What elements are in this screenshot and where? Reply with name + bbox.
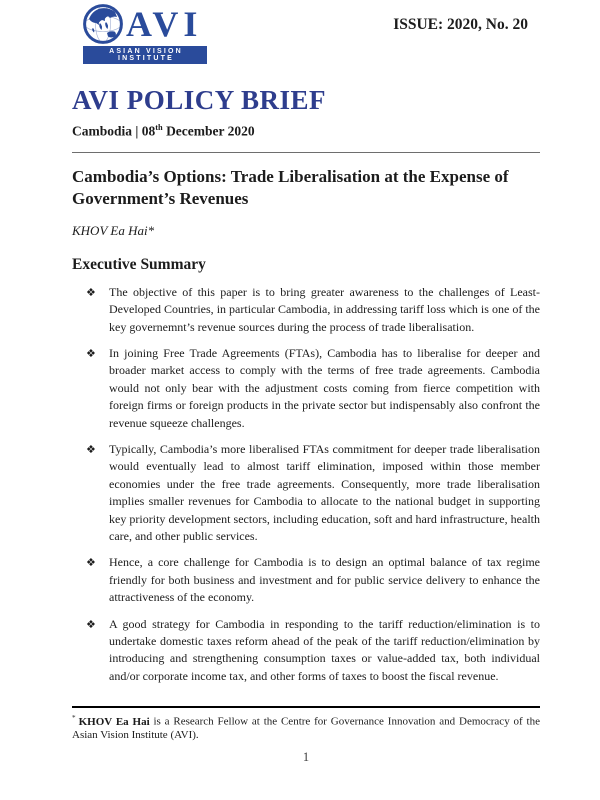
article-body — [72, 166, 540, 685]
footnote — [72, 712, 540, 743]
globe-icon — [83, 4, 123, 44]
footnote-text: is a Research Fellow at the Centre for Governance Innovation and Democracy of the Asian Vision Institute (AVI). — [72, 715, 540, 742]
diamond-bullet-icon: ❖ — [86, 617, 96, 631]
diamond-bullet-icon: ❖ — [86, 556, 96, 570]
avi-logo — [83, 4, 207, 64]
dateline-ordinal: th — [155, 122, 163, 132]
list-item — [86, 554, 540, 606]
logo-row — [83, 4, 207, 44]
document-header — [0, 0, 600, 64]
list-item — [86, 616, 540, 686]
bullet-text: Typically, Cambodia’s more liberalised FTAs commitment for deeper trade liberalisation would eventually lead to almost tariff elimination, imposed within those member economies under the free trade agreements. Consequently, more trade liberalisation implies smaller revenues for Cambodia to allocate to the national budget in supporting key priority development sectors, including education, soft and hard infrastructure, health care, and other public services. — [109, 441, 540, 543]
footnote-author: KHOV Ea Hai — [78, 715, 150, 728]
list-item — [86, 345, 540, 432]
dateline — [72, 123, 540, 140]
executive-summary-list — [72, 284, 540, 686]
bullet-text: In joining Free Trade Agreements (FTAs), Cambodia has to liberalise for deeper and broader market access to comply with the terms of free trade agreements. Cambodia would not only bear with the adjustment costs coming from fierce competition with foreign firms or foreign products in the private sector but indispensably also confront the revenue squeeze challenges. — [109, 345, 540, 430]
logo-acronym: AVI — [126, 4, 203, 44]
bullet-text: Hence, a core challenge for Cambodia is to design an optimal balance of tax regime friendly for both business and investment and for public service delivery to enhance the attractiveness of the economy. — [109, 555, 540, 605]
issue-label: ISSUE: 2020, No. 20 — [393, 16, 528, 33]
footnote-marker: * — [72, 714, 76, 722]
footnote-divider — [72, 706, 540, 708]
dateline-suffix: December 2020 — [162, 123, 255, 139]
bullet-text: A good strategy for Cambodia in responding to the tariff reduction/elimination is to undertake domestic taxes reform ahead of the peak of the tariff reduction/elimination by introducing and strengthening consumption taxes or value-added tax, both individual and/or corporate income tax, and other forms of taxes to boost the fiscal revenue. — [109, 616, 540, 683]
author-byline: KHOV Ea Hai* — [72, 222, 155, 238]
list-item — [86, 284, 540, 336]
diamond-bullet-icon: ❖ — [86, 346, 96, 360]
list-item — [86, 441, 540, 545]
header-divider — [72, 152, 540, 153]
diamond-bullet-icon: ❖ — [86, 442, 96, 456]
dateline-prefix: Cambodia | 08 — [72, 123, 156, 139]
section-heading: Executive Summary — [72, 255, 206, 273]
bullet-text: The objective of this paper is to bring greater awareness to the challenges of Least-Developed Countries, in particular Cambodia, in addressing tariff loss which is one of the key governemnt’s revenue sources during the process of trade liberalisation. — [109, 284, 540, 334]
diamond-bullet-icon: ❖ — [86, 285, 96, 299]
masthead — [72, 86, 540, 139]
page-number: 1 — [302, 750, 310, 765]
page-footer — [72, 706, 540, 765]
masthead-title: AVI POLICY BRIEF — [72, 85, 327, 115]
article-title: Cambodia’s Options: Trade Liberalisation at the Expense of Government’s Revenues — [72, 167, 509, 208]
logo-banner: ASIAN VISION INSTITUTE — [83, 46, 207, 64]
